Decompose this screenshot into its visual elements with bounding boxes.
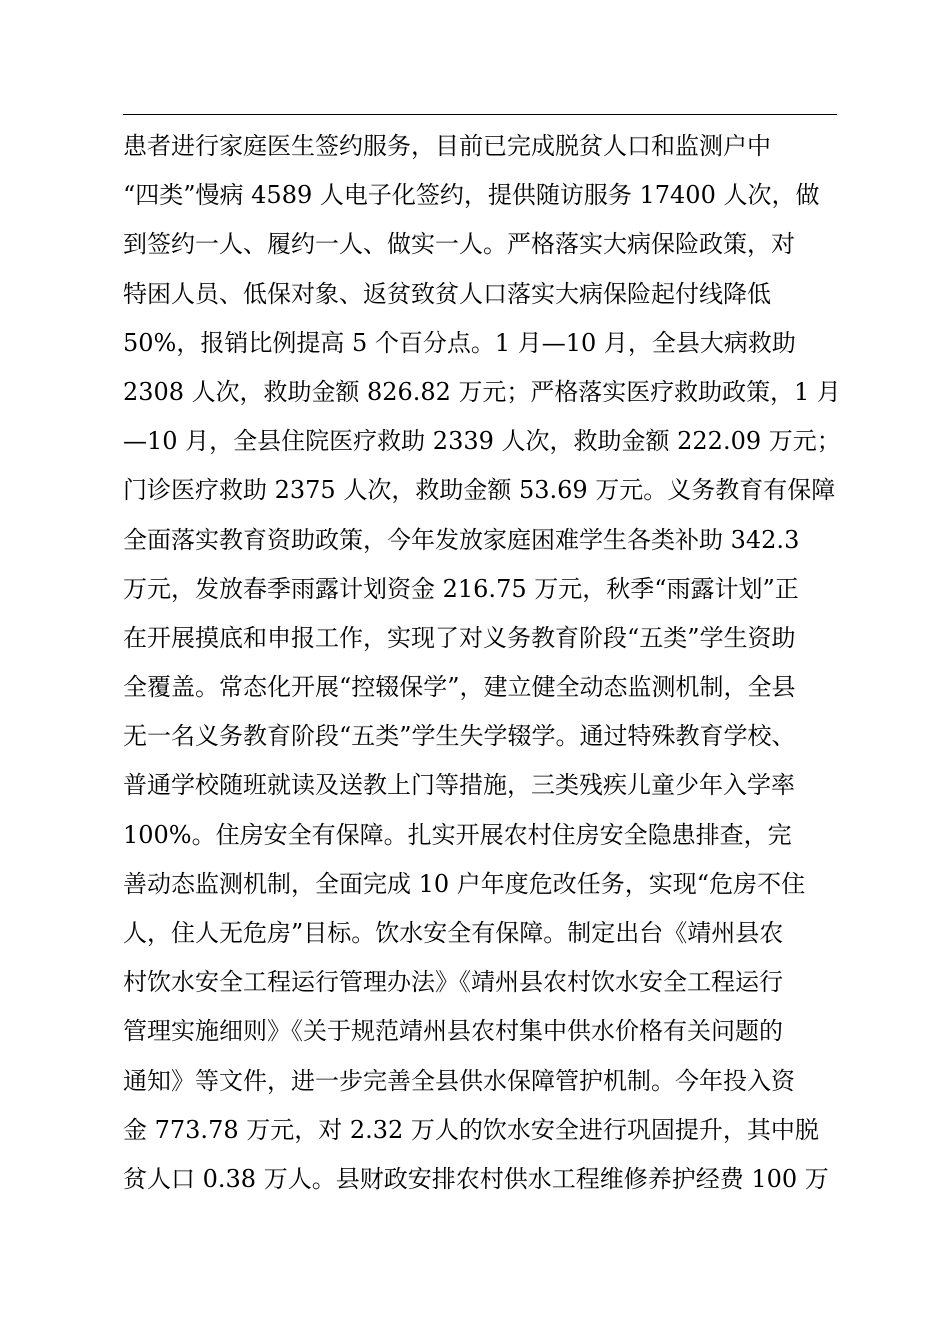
- text-line: 贫人口 0.38 万人。县财政安排农村供水工程维修养护经费 100 万: [123, 1164, 829, 1193]
- text-line: “四类”慢病 4589 人电子化签约，提供随访服务 17400 人次，做: [123, 181, 820, 210]
- body-paragraph: [123, 122, 843, 1204]
- text-line: 金 773.78 万元，对 2.32 万人的饮水安全进行巩固提升，其中脱: [123, 1115, 819, 1144]
- text-line: 到签约一人、履约一人、做实一人。严格落实大病保险政策，对: [123, 230, 795, 259]
- text-line: 2308 人次，救助金额 826.82 万元；严格落实医疗救助政策，1 月: [123, 377, 841, 406]
- text-line: 全覆盖。常态化开展“控辍保学”，建立健全动态监测机制，全县: [123, 673, 796, 702]
- text-line: 万元，发放春季雨露计划资金 216.75 万元，秋季“雨露计划”正: [123, 574, 799, 603]
- text-line: —10 月，全县住院医疗救助 2339 人次，救助金额 222.09 万元；: [123, 427, 841, 456]
- text-line: 普通学校随班就读及送教上门等措施，三类残疾儿童少年入学率: [123, 771, 795, 800]
- text-line: 在开展摸底和申报工作，实现了对义务教育阶段“五类”学生资助: [123, 623, 796, 652]
- text-line: 人，住人无危房”目标。饮水安全有保障。制定出台《靖州县农: [123, 919, 784, 947]
- header-rule: [123, 114, 837, 115]
- text-line: 村饮水安全工程运行管理办法》《靖州县农村饮水安全工程运行: [123, 968, 783, 997]
- text-line: 管理实施细则》《关于规范靖州县农村集中供水价格有关问题的: [123, 1017, 783, 1046]
- text-line: 无一名义务教育阶段“五类”学生失学辍学。通过特殊教育学校、: [123, 722, 796, 751]
- text-line: 50%，报销比例提高 5 个百分点。1 月—10 月，全县大病救助: [123, 328, 796, 357]
- text-line: 患者进行家庭医生签约服务，目前已完成脱贫人口和监测户中: [123, 132, 771, 160]
- text-line: 100%。住房安全有保障。扎实开展农村住房安全隐患排查，完: [123, 820, 792, 849]
- text-line: 善动态监测机制，全面完成 10 户年度危改任务，实现“危房不住: [123, 869, 806, 898]
- text-line: 特困人员、低保对象、返贫致贫人口落实大病保险起付线降低: [123, 279, 771, 308]
- text-line: 门诊医疗救助 2375 人次，救助金额 53.69 万元。义务教育有保障: [123, 476, 836, 505]
- text-line: 全面落实教育资助政策，今年发放家庭困难学生各类补助 342.3: [123, 525, 800, 554]
- text-line: 通知》等文件，进一步完善全县供水保障管护机制。今年投入资: [123, 1066, 795, 1095]
